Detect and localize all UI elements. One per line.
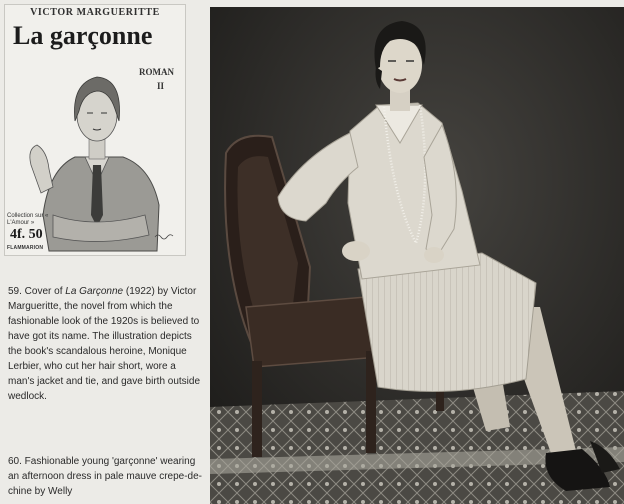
- cover-title: La garçonne: [13, 21, 153, 50]
- cover-collection: Collection sur « L'Amour »: [7, 213, 49, 226]
- cover-publisher: FLAMMARION: [7, 245, 44, 251]
- fashion-photograph: [210, 7, 624, 504]
- caption-figure-59: [8, 284, 204, 404]
- caption-figure-60: [8, 454, 204, 499]
- garconne-portrait: [210, 7, 624, 504]
- cover-author: VICTOR MARGUERITTE: [30, 7, 160, 18]
- caption-59-prefix: 59. Cover of: [8, 286, 66, 297]
- caption-59-body: (1922) by Victor Margueritte, the novel from which the fashionable look of the 1920s is believed to have got its name. The illustration depicts the book's scandalous heroine, Monique Lerbier, who cut her hair short, wore a man's jacket and tie, and gave birth outside wedlock.: [8, 286, 201, 402]
- cover-volume: II: [157, 81, 165, 91]
- caption-60-text: 60. Fashionable young 'garçonne' wearing an afternoon dress in pale mauve crepe-de-chine by Welly: [8, 456, 203, 497]
- caption-59-book-title: La Garçonne: [65, 286, 124, 297]
- book-cover-image: [4, 4, 186, 256]
- cover-series: ROMAN: [139, 67, 174, 77]
- cover-price: 4f. 50: [10, 227, 43, 242]
